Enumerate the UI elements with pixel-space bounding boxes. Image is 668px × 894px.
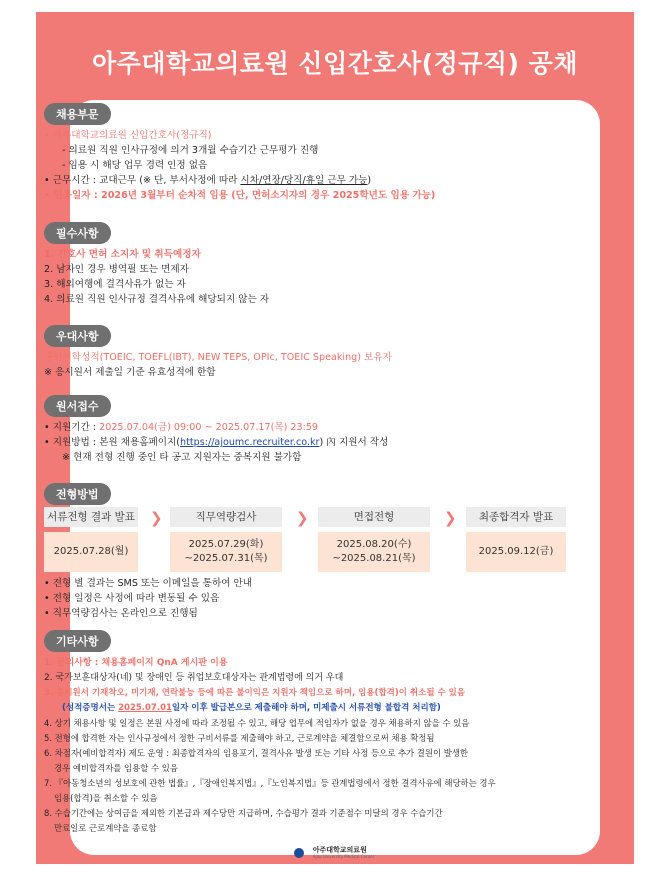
logo-main-text: 아주대학교의료원 (312, 846, 367, 854)
apply-period-dates: 2025.07.04(금) 09:00 ~ 2025.07.17(목) 23:59 (99, 422, 319, 433)
step-date-line: ~2025.08.21(목) (332, 553, 416, 564)
etc-item: 5. 전형에 합격한 자는 인사규정에서 정한 구비서류를 제출해야 하고, 근로계약을 체결함으로써 채용 확정됨 (44, 733, 435, 743)
process-note: • 전형 일정은 사정에 따라 변동될 수 있음 (44, 593, 220, 604)
section-header-preferred: 우대사항 (44, 325, 111, 347)
etc-item: 2. 국가보훈대상자(네) 및 장애인 등 취업보호대상자는 관계법령에 의거 우대 (44, 673, 344, 683)
etc-item-cont: 임용(합격)을 취소할 수 있음 (54, 793, 158, 803)
step-date-line: 2025.09.12(금) (478, 546, 554, 557)
step-name: 최종합격자 발표 (466, 507, 566, 527)
etc-certificate-text: (성적증명서는 (62, 703, 119, 713)
step-date (466, 532, 566, 572)
apply-method (44, 435, 648, 450)
recruit-hours (44, 173, 648, 188)
section-apply (44, 395, 648, 465)
step-date (318, 532, 430, 572)
etc-item: 6. 차점자(예비합격자) 제도 운영 : 최종합격자의 임용포기, 결격사유 발생 또는 기타 사정 등으로 추가 결원이 발생한 (44, 748, 468, 758)
step-name: 서류전형 결과 발표 (44, 507, 138, 527)
process-steps (44, 507, 568, 571)
step-date-line: ~2025.07.31(목) (184, 553, 268, 564)
apply-method-label: • 지원방법 : 본원 채용홈페이지( (44, 437, 181, 448)
recruit-hours-close: ) (367, 175, 372, 186)
section-header-process: 전형방법 (44, 483, 111, 505)
chevron-right-icon: ❯ (150, 509, 163, 527)
step-date-line: 2025.07.29(화) (188, 539, 264, 550)
step-date-line: 2025.08.20(수) (336, 539, 412, 550)
logo-icon (294, 848, 304, 858)
preferred-note: ※ 응시원서 제출일 기준 유효성적에 한함 (44, 367, 216, 378)
page-title: 아주대학교의료원 신입간호사(정규직) 공채 (92, 49, 578, 78)
step-date-line: 2025.07.28(월) (53, 546, 129, 557)
process-note: • 전형 별 결과는 SMS 또는 이메일을 통하여 안내 (44, 578, 253, 589)
process-notes (44, 576, 648, 621)
recruit-position: • 아주대학교의료원 신입간호사(정규직) (44, 130, 212, 141)
required-item: 1. 간호사 면허 소지자 및 취득예정자 (44, 249, 201, 260)
required-item: 2. 남자인 경우 병역필 또는 면제자 (44, 264, 189, 275)
recruit-homepage-link[interactable]: https://ajoumc.recruiter.co.kr (180, 437, 320, 448)
etc-item: 4. 상기 채용사항 및 일정은 본원 사정에 따라 조정될 수 있고, 해당 업무에 적임자가 없을 경우 채용하지 않을 수 있음 (44, 718, 470, 728)
preferred-language: 공인어학성적(TOEIC, TOEFL(IBT), NEW TEPS, OPIc, TOEIC Speaking) 보유자 (44, 352, 392, 363)
etc-certificate-tail: 일자 이후 발급본으로 제출해야 하며, 미제출시 서류전형 불합격 처리함) (171, 703, 441, 713)
process-note: • 직무역량검사는 온라인으로 진행됨 (44, 608, 198, 619)
etc-item-cont: 만료일로 근로계약을 종료함 (54, 823, 157, 833)
etc-item: 7. 『아동청소년의 성보호에 관한 법률』,『장애인복지법』,『노인복지법』등 관계법령에서 정한 결격사유에 해당하는 경우 (44, 778, 496, 788)
apply-period-label: • 지원기간 : (44, 422, 100, 433)
step-date (170, 532, 282, 572)
step-date (44, 532, 138, 572)
apply-method-tail: ) 內 지원서 작성 (319, 437, 389, 448)
etc-certificate-date: 2025.07.01 (118, 703, 172, 713)
recruit-probation: - 의료원 직원 인사규정에 의거 3개월 수습기간 근무평가 진행 (62, 145, 319, 156)
recruit-hours-text: • 근무시간 : 교대근무 (※ 단, 부서사정에 따라 (44, 175, 241, 186)
section-header-recruit: 채용부문 (44, 103, 111, 125)
etc-item: 8. 수습기간에는 상여금을 제외한 기본급과 제수당만 지급하며, 수습평가 결과 기준점수 미달의 경우 수습기간 (44, 808, 443, 818)
section-header-apply: 원서접수 (44, 395, 111, 417)
chevron-right-icon: ❯ (296, 509, 309, 527)
logo-text (313, 846, 375, 859)
chevron-right-icon: ❯ (444, 509, 457, 527)
recruit-hours-underlined: 시차/연장/당직/휴일 근무 가능 (240, 175, 368, 186)
section-process (44, 483, 648, 505)
etc-item: 3. 응시원서 기재착오, 미기재, 연락불능 등에 따른 불이익은 지원자 책임으로 하며, 임용(합격)이 취소될 수 있음 (44, 688, 466, 698)
etc-item-cont: 경우 예비합격자를 임용할 수 있음 (54, 763, 178, 773)
recruit-career: - 임용 시 해당 업무 경력 인정 없음 (62, 160, 208, 171)
section-header-required: 필수사항 (44, 222, 111, 244)
step-name: 직무역량검사 (170, 507, 282, 527)
section-required (44, 222, 648, 307)
apply-note: ※ 현재 전형 진행 중인 타 공고 지원자는 중복지원 불가함 (62, 452, 302, 463)
required-item: 3. 해외여행에 결격사유가 없는 자 (44, 279, 186, 290)
step-name: 면접전형 (318, 507, 430, 527)
required-item: 4. 의료원 직원 인사규정 결격사유에 해당되지 않는 자 (44, 294, 270, 305)
hospital-logo (0, 842, 668, 861)
section-preferred (44, 325, 648, 380)
etc-item: 1. 문의사항 : 채용홈페이지 QnA 게시판 이용 (44, 658, 228, 668)
section-recruit (44, 103, 648, 203)
apply-period (44, 420, 648, 435)
section-etc (44, 630, 648, 836)
recruit-start-date: • 임용일자 : 2026년 3월부터 순차적 임용 (단, 면허소지자의 경우 2025학년도 임용 가능) (44, 190, 436, 201)
etc-item-certificate (44, 701, 648, 716)
section-header-etc: 기타사항 (44, 630, 111, 652)
logo-sub-text: Ajou University Medical Center (312, 854, 375, 859)
